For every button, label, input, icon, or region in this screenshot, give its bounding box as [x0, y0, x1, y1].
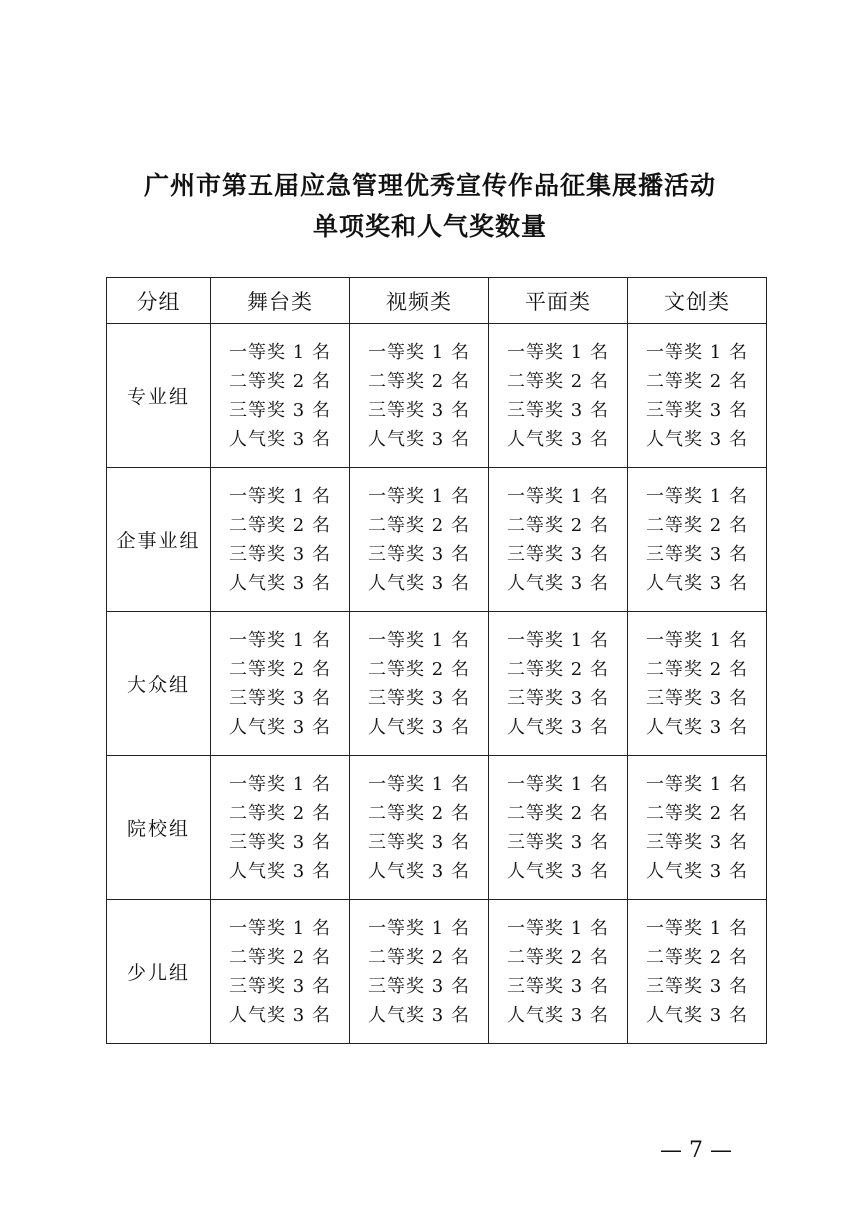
- award-line: 三等奖 3 名: [368, 543, 470, 565]
- header-video: 视频类: [350, 278, 489, 324]
- award-line: 三等奖 3 名: [229, 687, 331, 709]
- award-line: 三等奖 3 名: [507, 543, 609, 565]
- award-line: 二等奖 2 名: [646, 370, 748, 392]
- award-line: 三等奖 3 名: [507, 831, 609, 853]
- award-cell: [211, 324, 350, 468]
- award-line: 二等奖 2 名: [507, 514, 609, 536]
- award-cell: [211, 900, 350, 1044]
- award-line: 三等奖 3 名: [646, 831, 748, 853]
- award-line: 三等奖 3 名: [507, 975, 609, 997]
- award-cell: [350, 900, 489, 1044]
- award-line: 人气奖 3 名: [646, 1004, 748, 1026]
- award-line: 一等奖 1 名: [646, 341, 748, 363]
- group-name-cell: 大众组: [107, 612, 211, 756]
- award-line: 二等奖 2 名: [368, 658, 470, 680]
- table-row: [107, 756, 767, 900]
- table-body: [107, 324, 767, 1044]
- award-line: 二等奖 2 名: [646, 802, 748, 824]
- award-line: 人气奖 3 名: [646, 860, 748, 882]
- award-line: 人气奖 3 名: [229, 572, 331, 594]
- award-line: 三等奖 3 名: [646, 399, 748, 421]
- award-line: 二等奖 2 名: [507, 370, 609, 392]
- award-cell: [211, 612, 350, 756]
- award-line: 人气奖 3 名: [229, 1004, 331, 1026]
- award-line: 人气奖 3 名: [368, 572, 470, 594]
- award-cell: [350, 468, 489, 612]
- header-stage: 舞台类: [211, 278, 350, 324]
- award-line: 人气奖 3 名: [229, 860, 331, 882]
- award-line: 人气奖 3 名: [229, 716, 331, 738]
- award-line: 人气奖 3 名: [229, 428, 331, 450]
- award-cell: [211, 756, 350, 900]
- group-name-cell: 院校组: [107, 756, 211, 900]
- award-line: 三等奖 3 名: [229, 399, 331, 421]
- award-line: 三等奖 3 名: [507, 687, 609, 709]
- award-cell: [489, 612, 628, 756]
- award-line: 一等奖 1 名: [507, 485, 609, 507]
- award-cell: [628, 756, 767, 900]
- award-line: 一等奖 1 名: [507, 629, 609, 651]
- award-line: 二等奖 2 名: [229, 802, 331, 824]
- group-name-cell: 企事业组: [107, 468, 211, 612]
- award-cell: [350, 324, 489, 468]
- award-cell: [628, 612, 767, 756]
- award-line: 一等奖 1 名: [229, 917, 331, 939]
- award-line: 二等奖 2 名: [507, 802, 609, 824]
- award-line: 人气奖 3 名: [368, 860, 470, 882]
- table-row: [107, 468, 767, 612]
- award-line: 三等奖 3 名: [229, 543, 331, 565]
- award-line: 人气奖 3 名: [507, 860, 609, 882]
- award-line: 一等奖 1 名: [368, 773, 470, 795]
- award-line: 三等奖 3 名: [229, 831, 331, 853]
- award-line: 三等奖 3 名: [368, 399, 470, 421]
- table-header-row: [107, 278, 767, 324]
- award-line: 二等奖 2 名: [368, 802, 470, 824]
- award-line: 人气奖 3 名: [368, 716, 470, 738]
- award-line: 二等奖 2 名: [229, 370, 331, 392]
- award-line: 三等奖 3 名: [368, 831, 470, 853]
- award-line: 一等奖 1 名: [229, 341, 331, 363]
- header-group: 分组: [107, 278, 211, 324]
- table-row: [107, 900, 767, 1044]
- header-print: 平面类: [489, 278, 628, 324]
- award-line: 三等奖 3 名: [229, 975, 331, 997]
- award-line: 一等奖 1 名: [229, 773, 331, 795]
- award-line: 二等奖 2 名: [368, 946, 470, 968]
- award-line: 一等奖 1 名: [507, 773, 609, 795]
- award-line: 二等奖 2 名: [646, 946, 748, 968]
- award-line: 一等奖 1 名: [229, 629, 331, 651]
- award-line: 二等奖 2 名: [646, 658, 748, 680]
- award-line: 三等奖 3 名: [368, 975, 470, 997]
- award-cell: [628, 468, 767, 612]
- awards-table: [106, 277, 767, 1044]
- award-cell: [628, 900, 767, 1044]
- award-line: 一等奖 1 名: [368, 485, 470, 507]
- award-line: 一等奖 1 名: [368, 629, 470, 651]
- award-line: 二等奖 2 名: [229, 514, 331, 536]
- award-line: 二等奖 2 名: [646, 514, 748, 536]
- award-line: 一等奖 1 名: [646, 773, 748, 795]
- award-line: 三等奖 3 名: [507, 399, 609, 421]
- award-line: 二等奖 2 名: [229, 658, 331, 680]
- group-name-cell: 少儿组: [107, 900, 211, 1044]
- award-line: 人气奖 3 名: [646, 716, 748, 738]
- award-line: 人气奖 3 名: [507, 572, 609, 594]
- table-row: [107, 324, 767, 468]
- award-line: 一等奖 1 名: [507, 917, 609, 939]
- award-line: 二等奖 2 名: [507, 658, 609, 680]
- award-line: 三等奖 3 名: [368, 687, 470, 709]
- document-subtitle: 单项奖和人气奖数量: [312, 212, 547, 241]
- award-line: 人气奖 3 名: [507, 428, 609, 450]
- award-line: 一等奖 1 名: [646, 629, 748, 651]
- table-row: [107, 612, 767, 756]
- award-cell: [350, 612, 489, 756]
- award-line: 三等奖 3 名: [646, 543, 748, 565]
- award-line: 二等奖 2 名: [507, 946, 609, 968]
- award-cell: [489, 900, 628, 1044]
- award-cell: [489, 468, 628, 612]
- header-creative: 文创类: [628, 278, 767, 324]
- award-line: 人气奖 3 名: [368, 1004, 470, 1026]
- award-line: 一等奖 1 名: [368, 917, 470, 939]
- award-line: 二等奖 2 名: [229, 946, 331, 968]
- award-line: 人气奖 3 名: [368, 428, 470, 450]
- award-line: 三等奖 3 名: [646, 687, 748, 709]
- award-line: 一等奖 1 名: [507, 341, 609, 363]
- award-line: 人气奖 3 名: [646, 572, 748, 594]
- award-line: 一等奖 1 名: [368, 341, 470, 363]
- award-line: 人气奖 3 名: [507, 1004, 609, 1026]
- award-line: 一等奖 1 名: [229, 485, 331, 507]
- award-line: 一等奖 1 名: [646, 917, 748, 939]
- award-cell: [628, 324, 767, 468]
- page-number: — 7 —: [660, 1138, 732, 1163]
- award-line: 人气奖 3 名: [646, 428, 748, 450]
- award-line: 三等奖 3 名: [646, 975, 748, 997]
- award-cell: [489, 756, 628, 900]
- document-title: 广州市第五届应急管理优秀宣传作品征集展播活动: [143, 171, 716, 200]
- award-cell: [350, 756, 489, 900]
- award-line: 二等奖 2 名: [368, 370, 470, 392]
- award-line: 二等奖 2 名: [368, 514, 470, 536]
- award-cell: [489, 324, 628, 468]
- group-name-cell: 专业组: [107, 324, 211, 468]
- award-line: 一等奖 1 名: [646, 485, 748, 507]
- award-line: 人气奖 3 名: [507, 716, 609, 738]
- award-cell: [211, 468, 350, 612]
